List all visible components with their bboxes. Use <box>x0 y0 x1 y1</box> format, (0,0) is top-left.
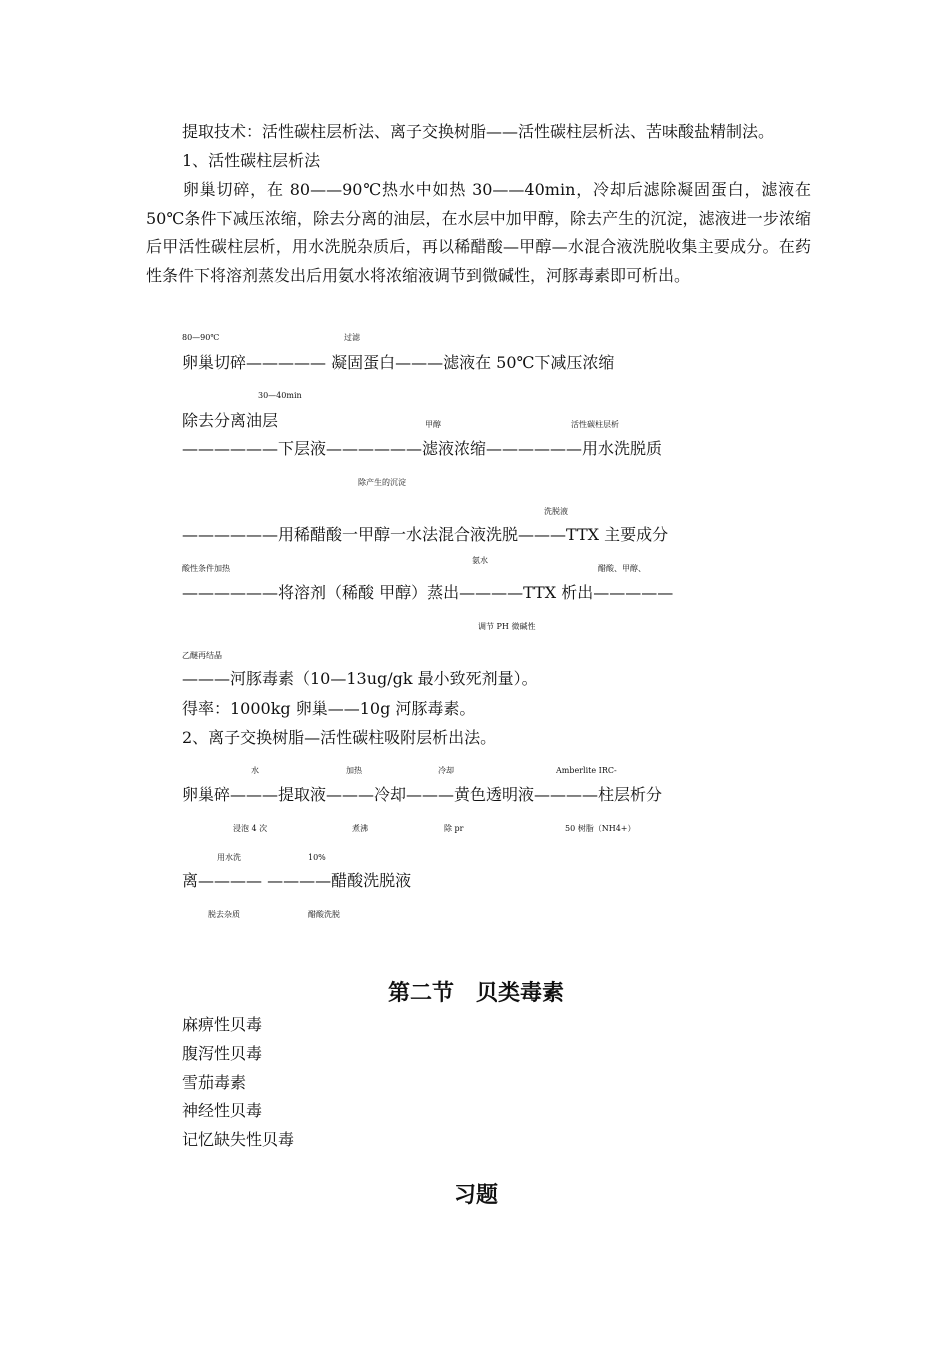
flow2-row1: 卵巢碎———提取液———冷却———黄色透明液————柱层析分 <box>182 785 663 804</box>
note-heat: 加热 <box>346 766 362 775</box>
flow1-row1: 卵巢切碎————— 凝固蛋白———滤液在 50℃下减压浓缩 <box>182 353 615 372</box>
note-eluent: 洗脱液 <box>544 507 568 516</box>
note-cool: 冷却 <box>438 766 454 775</box>
toxin-item: 麻痹性贝毒 <box>182 1015 263 1034</box>
flow1-row5: ——————将溶剂（稀酸 甲醇）蒸出————TTX 析出————— <box>182 583 674 602</box>
method1-title: 1、活性碳柱层析法 <box>182 151 321 170</box>
note-precipitate: 除产生的沉淀 <box>358 478 406 487</box>
note-methanol: 甲醇 <box>425 420 441 429</box>
note-water: 水 <box>251 766 259 775</box>
method2-title: 2、离子交换树脂—活性碳柱吸附层析出法。 <box>182 728 497 747</box>
flow1-row6: ———河豚毒素（10—13ug/gk 最小致死剂量）。 <box>182 669 538 688</box>
intro-line: 提取技术：活性碳柱层析法、离子交换树脂——活性碳柱层析法、苦味酸盐精制法。 <box>182 122 775 141</box>
note-amberlite: Amberlite IRC- <box>556 766 617 775</box>
toxin-item: 神经性贝毒 <box>182 1101 263 1120</box>
section-heading: 第二节 贝类毒素 <box>387 981 564 1006</box>
note-filter: 过滤 <box>344 333 360 342</box>
method1-paragraph-text: 卵巢切碎，在 80——90℃热水中如热 30——40min，冷却后滤除凝固蛋白，滤液在 50℃条件下减压浓缩，除去分离的油层，在水层中加甲醇，除去产生的沉淀，滤液进一步浓缩后甲活性碳柱层析，用水洗脱杂质后，再以稀醋酸—甲醇—水混合液洗脱收集主要成分。在药性条件下将溶剂蒸发出后用氨水将浓缩液调节到微碱性，河豚毒素即可析出。 <box>146 180 811 286</box>
note-remove-pr: 除 pr <box>444 824 464 833</box>
note-acetic: 醋酸、甲醇、 <box>598 564 646 573</box>
note-ammonia: 氨水 <box>472 556 488 565</box>
flow2-row2: 离———— ————醋酸洗脱液 <box>182 871 412 890</box>
note-boil: 煮沸 <box>352 824 368 833</box>
flow1-row4: ——————用稀醋酸一甲醇一水法混合液洗脱———TTX 主要成分 <box>182 525 669 544</box>
note-column: 活性碳柱层析 <box>571 420 619 429</box>
exercise-heading: 习题 <box>453 1183 498 1208</box>
note-ether: 乙醚再结晶 <box>182 651 222 660</box>
note-ph: 调节 PH 微碱性 <box>478 622 536 631</box>
note-acetic-elute: 醋酸洗脱 <box>308 910 340 919</box>
yield-line: 得率：1000kg 卵巢——10g 河豚毒素。 <box>182 699 476 718</box>
note-temperature: 80—90℃ <box>182 333 220 342</box>
note-wash: 用水洗 <box>217 853 241 862</box>
note-soak: 浸泡 4 次 <box>233 824 268 833</box>
note-time: 30—40min <box>258 391 302 400</box>
note-resin: 50 树脂（NH4+） <box>565 824 636 833</box>
note-acid-heat: 酸性条件加热 <box>182 564 230 573</box>
toxin-item: 雪茄毒素 <box>182 1073 247 1092</box>
note-ten-percent: 10% <box>308 853 326 862</box>
toxin-item: 记忆缺失性贝毒 <box>182 1130 295 1149</box>
flow1-row3: ——————下层液——————滤液浓缩——————用水洗脱质 <box>182 439 663 458</box>
flow1-row2: 除去分离油层 <box>182 411 279 430</box>
toxin-item: 腹泻性贝毒 <box>182 1044 263 1063</box>
method1-paragraph <box>146 176 811 291</box>
note-impurity: 脱去杂质 <box>208 910 240 919</box>
